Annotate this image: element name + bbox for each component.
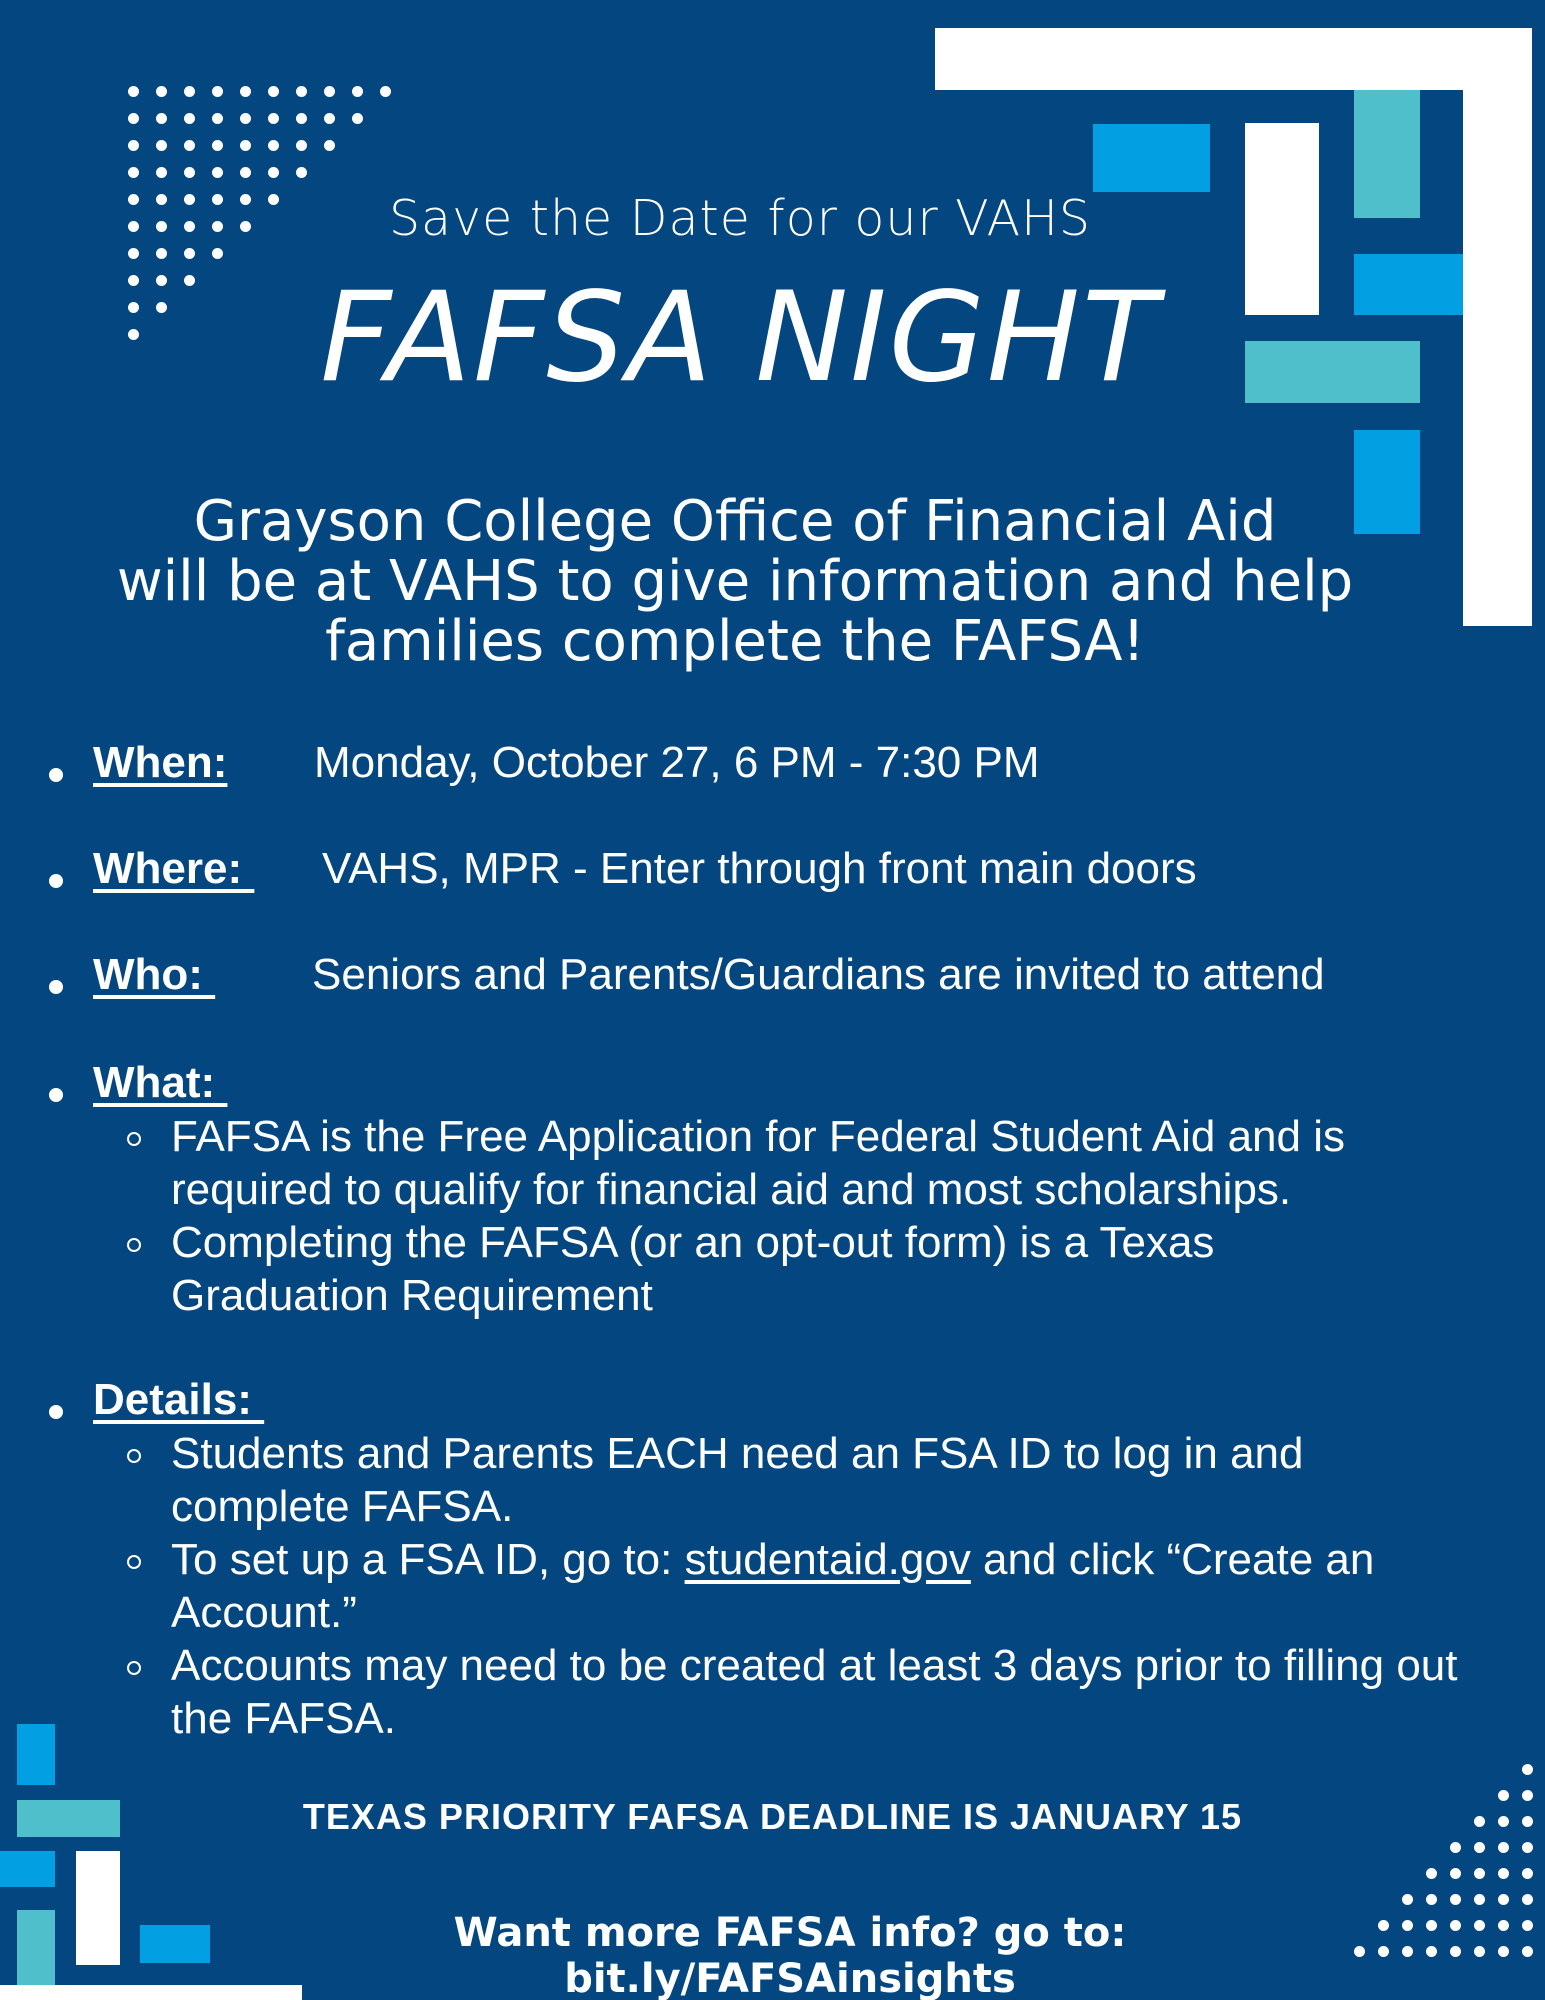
dot xyxy=(1450,1946,1461,1957)
where-value: VAHS, MPR - Enter through front main doors xyxy=(322,844,1197,893)
dot xyxy=(1426,1868,1437,1879)
dot xyxy=(1522,1946,1533,1957)
intro-line: families complete the FAFSA! xyxy=(325,609,1145,674)
dot xyxy=(380,86,391,97)
details-label: Details: xyxy=(93,1375,265,1424)
dot xyxy=(1474,1894,1485,1905)
dot xyxy=(1402,1894,1413,1905)
dot xyxy=(212,140,223,151)
dot xyxy=(1498,1868,1509,1879)
dot xyxy=(184,248,195,259)
bullet xyxy=(49,1405,63,1419)
intro-text xyxy=(40,489,1430,674)
dot xyxy=(128,86,139,97)
when-value: Monday, October 27, 6 PM - 7:30 PM xyxy=(314,738,1040,787)
dot xyxy=(1474,1946,1485,1957)
dot xyxy=(1522,1894,1533,1905)
deadline-banner: TEXAS PRIORITY FAFSA DEADLINE IS JANUARY 15 xyxy=(302,1796,1243,1837)
deco-block xyxy=(1093,124,1210,192)
dot xyxy=(1498,1920,1509,1931)
who-value: Seniors and Parents/Guardians are invited to attend xyxy=(312,950,1325,999)
dot xyxy=(1378,1946,1389,1957)
dot xyxy=(324,113,335,124)
dot xyxy=(296,86,307,97)
intro-line: will be at VAHS to give information and help xyxy=(116,549,1354,614)
dot xyxy=(128,113,139,124)
sub-bullet xyxy=(127,1555,141,1569)
dot xyxy=(184,113,195,124)
dot xyxy=(240,167,251,178)
dot xyxy=(296,113,307,124)
dot xyxy=(184,140,195,151)
dot xyxy=(1474,1868,1485,1879)
dot xyxy=(268,140,279,151)
deco-block xyxy=(17,1724,55,1785)
dot xyxy=(324,86,335,97)
dot xyxy=(156,113,167,124)
dot xyxy=(240,113,251,124)
where-label: Where: xyxy=(93,844,255,893)
dot xyxy=(1522,1842,1533,1853)
dot xyxy=(1450,1842,1461,1853)
page-title: FAFSA NIGHT xyxy=(320,266,1160,410)
dot xyxy=(212,248,223,259)
dot xyxy=(1426,1894,1437,1905)
dot xyxy=(212,86,223,97)
deco-block xyxy=(76,1851,120,1965)
deco-block xyxy=(0,1851,55,1887)
dot xyxy=(1522,1920,1533,1931)
what-subitem-text: Completing the FAFSA (or an opt-out form) is a Texas Graduation Requirement xyxy=(171,1218,1215,1320)
dot xyxy=(1402,1920,1413,1931)
dot xyxy=(156,140,167,151)
dot xyxy=(1450,1920,1461,1931)
dot xyxy=(296,140,307,151)
details-subitem-text: Accounts may need to be created at least 3 days prior to filling out the FAFSA. xyxy=(171,1641,1458,1743)
bullet xyxy=(49,874,63,888)
dot xyxy=(212,167,223,178)
details-subitem-text xyxy=(171,1533,1491,1639)
more-info-link[interactable]: Want more FAFSA info? go to: bit.ly/FAFSAinsights xyxy=(453,1910,1127,2000)
dot xyxy=(128,140,139,151)
dot xyxy=(1450,1894,1461,1905)
dot xyxy=(128,167,139,178)
dot xyxy=(1522,1868,1533,1879)
dot xyxy=(240,140,251,151)
dot xyxy=(1354,1946,1365,1957)
sub-bullet xyxy=(127,1449,141,1463)
dot xyxy=(268,113,279,124)
sub-bullet xyxy=(127,1238,141,1252)
dot xyxy=(324,140,335,151)
who-label: Who: xyxy=(93,950,216,999)
dot xyxy=(1474,1920,1485,1931)
dot xyxy=(268,86,279,97)
setup-text-end: and click “Create an Account.” xyxy=(171,1535,1375,1637)
dot xyxy=(156,248,167,259)
dot xyxy=(1450,1868,1461,1879)
dot xyxy=(184,86,195,97)
bullet xyxy=(49,768,63,782)
dot xyxy=(1498,1946,1509,1957)
dot xyxy=(1402,1946,1413,1957)
dot xyxy=(268,167,279,178)
what-label: What: xyxy=(93,1058,228,1107)
dot xyxy=(156,86,167,97)
dot xyxy=(1426,1946,1437,1957)
dot xyxy=(240,86,251,97)
sub-bullet xyxy=(127,1661,141,1675)
dot xyxy=(1426,1920,1437,1931)
frame-top-bar xyxy=(935,28,1532,90)
bullet xyxy=(49,980,63,994)
dot xyxy=(352,86,363,97)
intro-line: Grayson College Office of Financial Aid xyxy=(193,489,1277,554)
dot xyxy=(184,167,195,178)
dot xyxy=(1498,1842,1509,1853)
dot xyxy=(156,167,167,178)
when-label: When: xyxy=(93,738,228,787)
dot xyxy=(352,113,363,124)
deco-block xyxy=(140,1925,210,1963)
bullet xyxy=(49,1088,63,1102)
details-subitem-text: Students and Parents EACH need an FSA ID to log in and complete FAFSA. xyxy=(171,1429,1304,1531)
dot xyxy=(1378,1920,1389,1931)
dot xyxy=(1498,1894,1509,1905)
what-subitem-text: FAFSA is the Free Application for Federal Student Aid and is required to qualify for financial aid and most scholarships. xyxy=(171,1112,1345,1214)
dot xyxy=(1474,1842,1485,1853)
studentaid-link[interactable]: studentaid.gov xyxy=(684,1535,971,1584)
dot xyxy=(128,248,139,259)
subtitle: Save the Date for our VAHS xyxy=(388,190,1092,247)
dot xyxy=(296,167,307,178)
dot xyxy=(1522,1764,1533,1775)
setup-text: To set up a FSA ID, go to: xyxy=(171,1535,685,1584)
sub-bullet xyxy=(127,1132,141,1146)
dot xyxy=(212,113,223,124)
